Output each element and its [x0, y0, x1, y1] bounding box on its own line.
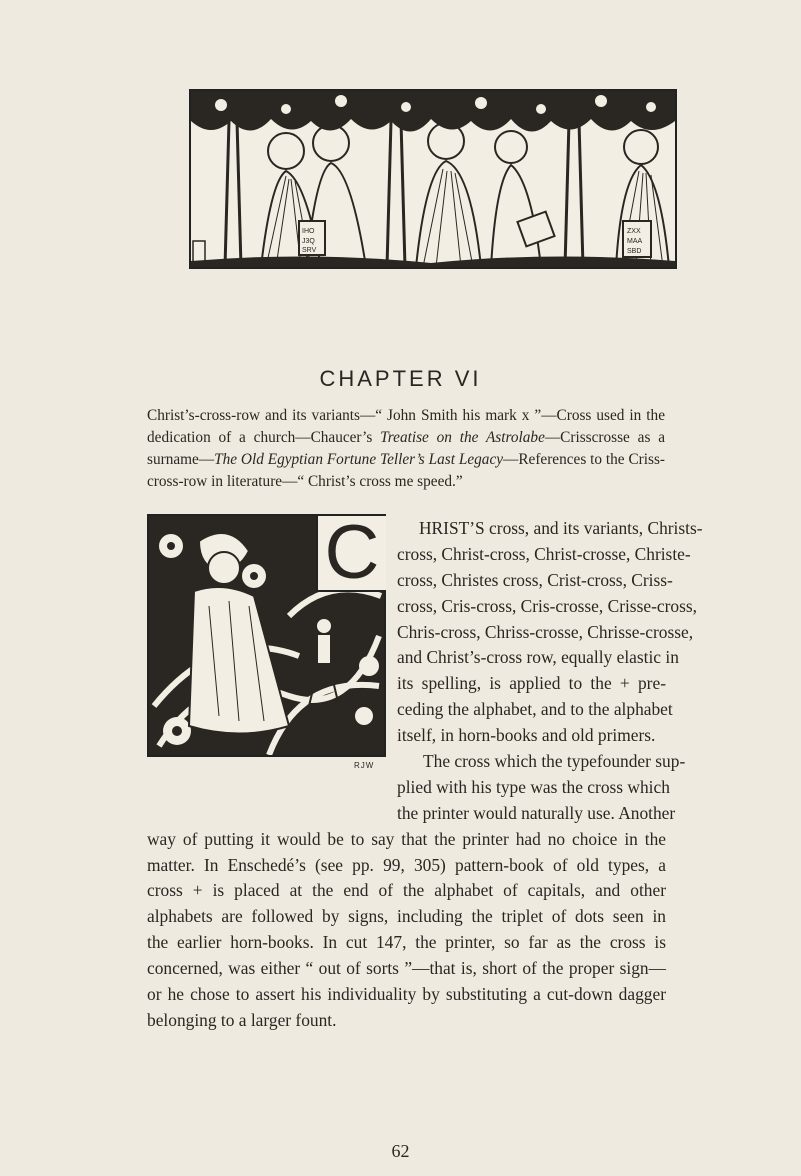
- body-line: belonging to a larger fount.: [147, 1009, 337, 1030]
- summary-title-astrolabe: Treatise on the Astrolabe: [380, 429, 545, 446]
- body-line: Chris-cross, Chriss-crosse, Chrisse-crosse,: [397, 621, 694, 642]
- body-line: the printer would naturally use. Another: [397, 802, 676, 823]
- body-line: cross + is placed at the end of the alphabet of capitals, and other: [147, 880, 666, 901]
- summary-title-fortune-teller: The Old Egyptian Fortune Teller’s Last Legacy: [214, 451, 504, 468]
- body-line: cross, Christes cross, Crist-cross, Criss-: [397, 569, 673, 590]
- chapter-summary: [147, 405, 665, 493]
- svg-text:MAA: MAA: [627, 238, 643, 245]
- body-line: itself, in horn-books and old primers.: [397, 725, 656, 746]
- svg-text:J3Q: J3Q: [302, 238, 315, 245]
- headpiece-illustration: [189, 89, 677, 269]
- body-line: and Christ’s-cross row, equally elastic in: [397, 647, 679, 668]
- body-line: or he chose to assert his individuality by substituting a cut-down dagger: [147, 984, 666, 1005]
- summary-part-1: Christ’s-cross-row and its variants—“ John Smith his mark x ”—Cross used in the dedication of a church—Chaucer’s: [147, 407, 665, 446]
- artist-monogram: RJW: [354, 761, 375, 770]
- svg-text:SRV: SRV: [302, 247, 317, 254]
- body-line: The cross which the typefounder sup-: [423, 751, 686, 772]
- body-line: matter. In Enschedé’s (see pp. 99, 305) pattern-book of old types, a: [147, 854, 666, 875]
- drop-cap-letter: C: [316, 516, 386, 592]
- body-text: [147, 516, 703, 1034]
- body-line: cross, Christ-cross, Christ-crosse, Christe-: [397, 543, 691, 564]
- page-number: 62: [391, 1141, 410, 1161]
- body-line: alphabets are followed by signs, including the triplet of dots seen in: [147, 906, 666, 927]
- headpiece-artwork: [191, 91, 675, 267]
- body-line: the earlier horn-books. In cut 147, the printer, so far as the cross is: [147, 932, 666, 953]
- summary-part-3: —References to the Criss-cross-row in literature—“ Christ’s cross me speed.”: [147, 451, 665, 490]
- body-line: ceding the alphabet, and to the alphabet: [397, 699, 673, 720]
- body-line: way of putting it would be to say that the printer had no choice in the: [147, 828, 666, 849]
- svg-text:IHO: IHO: [302, 228, 315, 235]
- body-line: plied with his type was the cross which: [397, 776, 670, 797]
- body-line: its spelling, is applied to the + pre-: [397, 673, 666, 694]
- body-line: cross, Cris-cross, Cris-crosse, Crisse-cross,: [397, 595, 697, 616]
- svg-text:ZXX: ZXX: [627, 228, 641, 235]
- body-line: HRIST’S cross, and its variants, Christs-: [419, 518, 703, 538]
- chapter-title: CHAPTER VI: [319, 366, 482, 391]
- body-line: concerned, was either “ out of sorts ”—that is, short of the proper sign—: [147, 958, 666, 979]
- summary-part-2: —Crisscrosse as a surname—: [147, 429, 665, 468]
- svg-text:SBD: SBD: [627, 248, 642, 255]
